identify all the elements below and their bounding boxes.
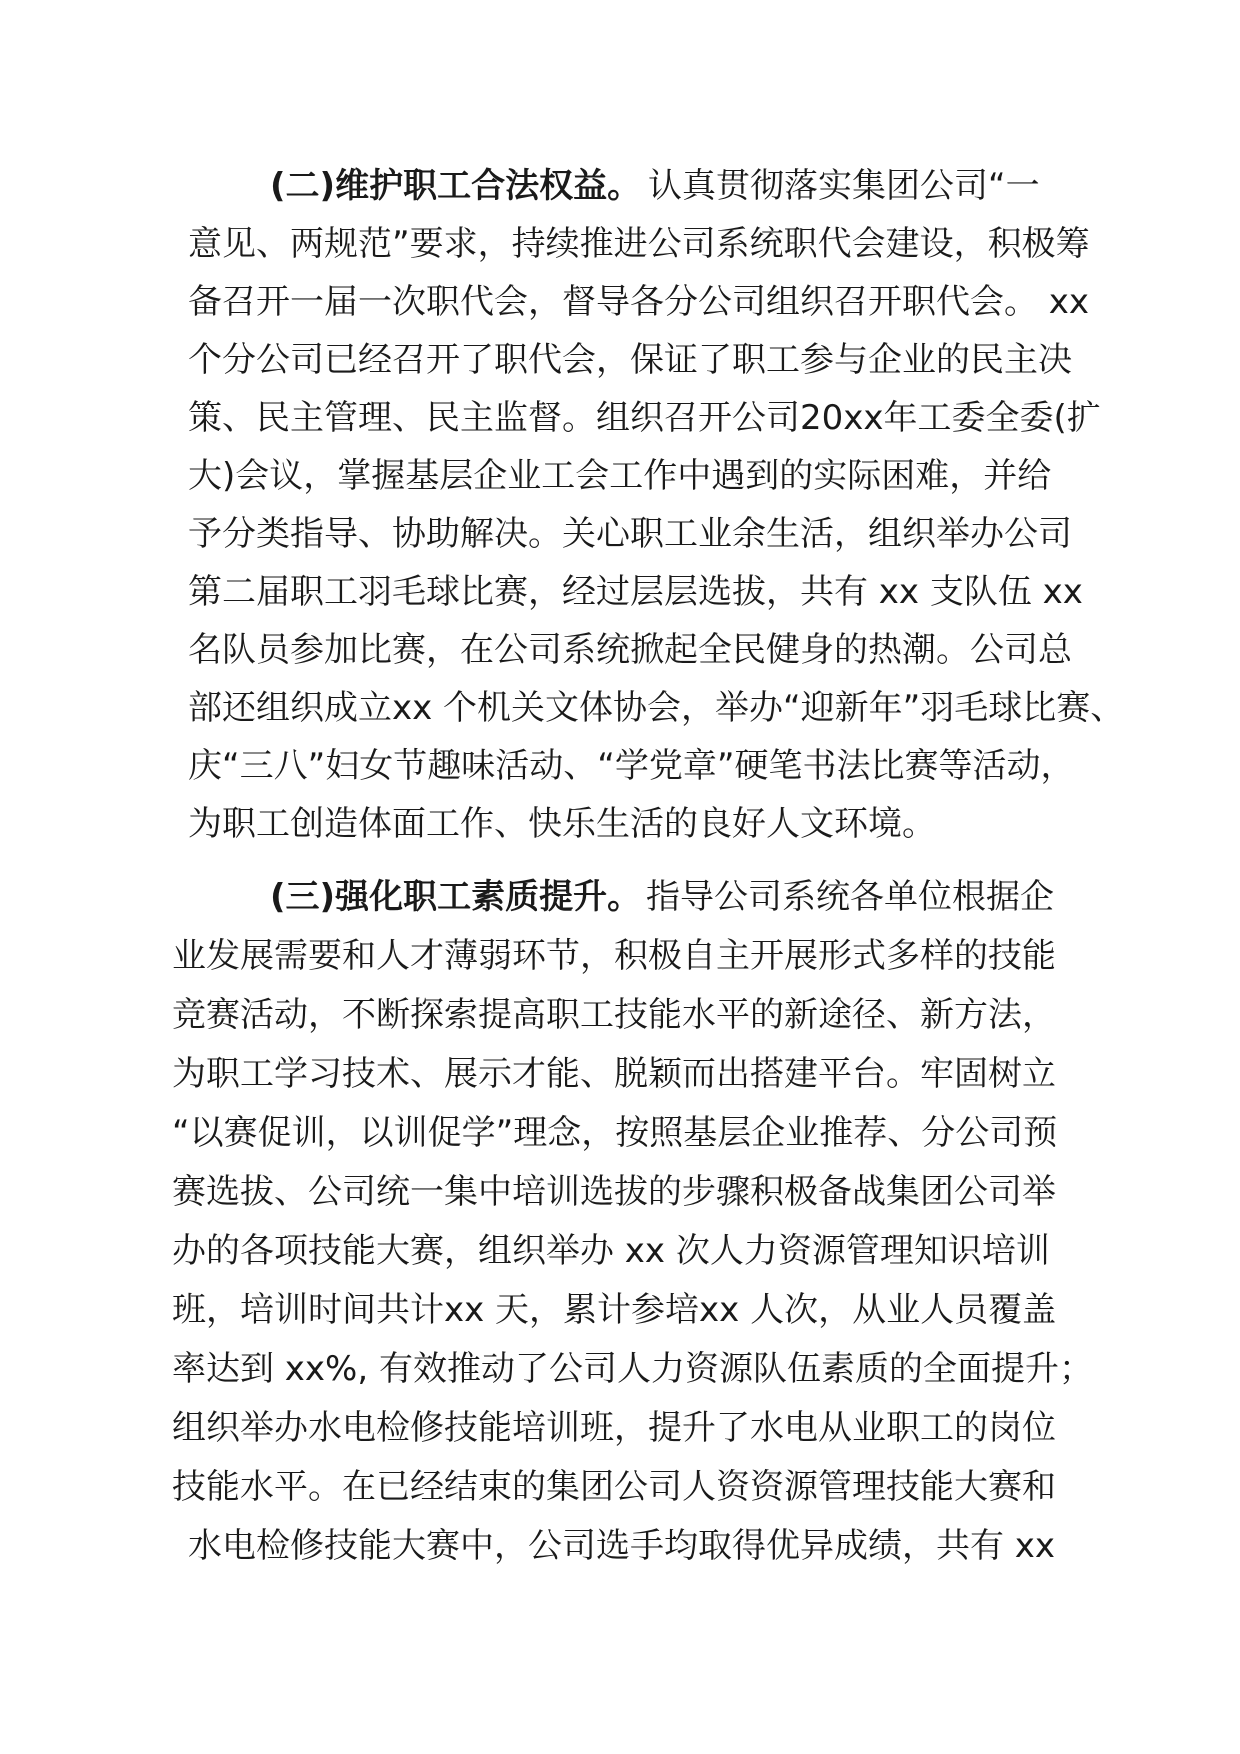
section-3-line-3: 竞赛活动，不断探索提高职工技能水平的新途径、新方法， (172, 995, 1056, 1035)
section-2-line-1: 认真贯彻落实集团公司“一 (648, 166, 1040, 206)
section-2-line-7: 予分类指导、协助解决。关心职工业余生活，组织举办公司 (188, 514, 1072, 554)
section-3-line-7: 办的各项技能大赛，组织举办 xx 次人力资源管理知识培训 (172, 1231, 1050, 1271)
section-2-line-4: 个分公司已经召开了职代会，保证了职工参与企业的民主决 (188, 340, 1072, 380)
section-2-line-9: 名队员参加比赛，在公司系统掀起全民健身的热潮。公司总 (188, 630, 1072, 670)
section-3-line-12: 水电检修技能大赛中，公司选手均取得优异成绩，共有 xx (188, 1526, 1056, 1566)
section-3-line-6: 赛选拔、公司统一集中培训选拔的步骤积极备战集团公司举 (172, 1172, 1056, 1212)
section-3-line-10: 组织举办水电检修技能培训班，提升了水电从业职工的岗位 (172, 1408, 1056, 1448)
section-2-line-5: 策、民主管理、民主监督。组织召开公司20xx年工委全委(扩 (188, 398, 1101, 438)
section-3-heading: (三)强化职工素质提升。 (270, 877, 642, 917)
section-3-line-1: 指导公司系统各单位根据企 (646, 877, 1054, 917)
section-2-heading: (二)维护职工合法权益。 (270, 166, 642, 206)
section-3-line-9: 率达到 xx%, 有效推动了公司人力资源队伍素质的全面提升； (172, 1349, 1093, 1389)
section-3-line-11: 技能水平。在已经结束的集团公司人资资源管理技能大赛和 (172, 1467, 1056, 1507)
section-2-line-2: 意见、两规范”要求，持续推进公司系统职代会建设，积极筹 (188, 224, 1090, 264)
section-3-line-4: 为职工学习技术、展示才能、脱颖而出搭建平台。牢固树立 (172, 1054, 1056, 1094)
section-2-line-11: 庆“三八”妇女节趣味活动、“学党章”硬笔书法比赛等活动， (188, 746, 1075, 786)
section-3-line-8: 班，培训时间共计xx 天，累计参培xx 人次，从业人员覆盖 (172, 1290, 1057, 1330)
section-2-line-8: 第二届职工羽毛球比赛，经过层层选拔，共有 xx 支队伍 xx (188, 572, 1083, 612)
section-2-line-12: 为职工创造体面工作、快乐生活的良好人文环境。 (188, 804, 936, 844)
section-2-line-3: 备召开一届一次职代会，督导各分公司组织召开职代会。 xx (188, 282, 1090, 322)
section-2-line-6: 大)会议，掌握基层企业工会工作中遇到的实际困难，并给 (188, 456, 1052, 496)
section-2-line-10: 部还组织成立xx 个机关文体协会，举办“迎新年”羽毛球比赛、 (188, 688, 1125, 728)
section-3-line-5: “以赛促训，以训促学”理念，按照基层企业推荐、分公司预 (172, 1113, 1058, 1153)
section-3-line-2: 业发展需要和人才薄弱环节，积极自主开展形式多样的技能 (172, 936, 1056, 976)
